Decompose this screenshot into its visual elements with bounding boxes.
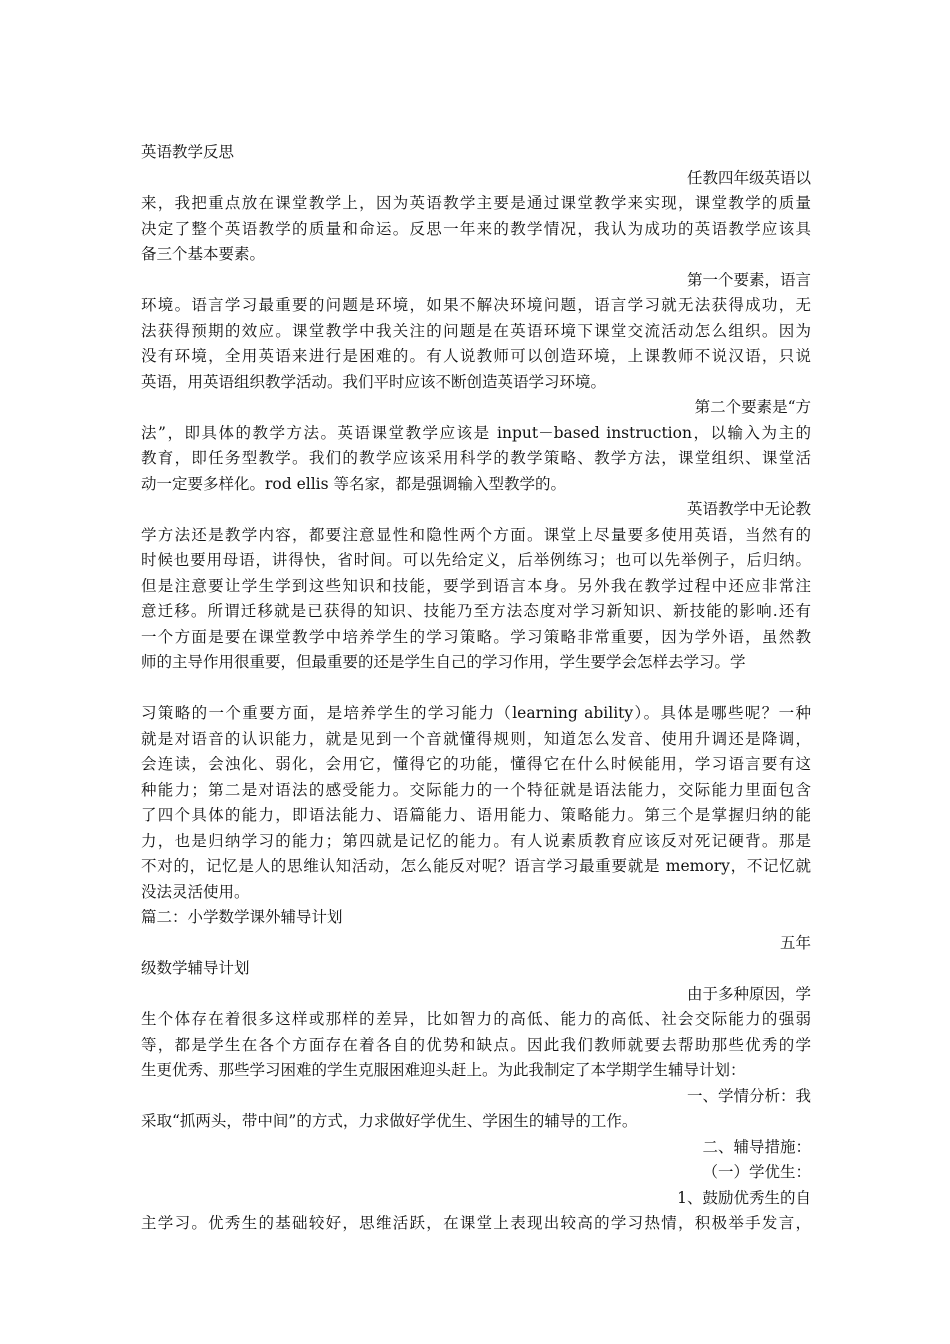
paragraph-line: 生个体存在着很多这样或那样的差异，比如智力的高低、能力的高低、社会交际能力的强弱 — [141, 1010, 811, 1028]
paragraph-line: 习策略的一个重要方面，是培养学生的学习能力（learning ability）。具体是哪些呢？一种 — [141, 704, 811, 722]
paragraph-line: 没有环境，全用英语来进行是困难的。有人说教师可以创造环境，上课教师不说汉语，只说 — [141, 347, 811, 365]
paragraph-line: 一、学情分析：我 — [686, 1086, 811, 1105]
paragraph-line: 不对的，记忆是人的思维认知活动，怎么能反对呢？语言学习最重要就是 memory，不记忆就 — [141, 857, 811, 875]
paragraph-line: 五年 — [779, 933, 811, 952]
paragraph-line: 决定了整个英语教学的质量和命运。反思一年来的教学情况，我认为成功的英语教学应该具 — [141, 219, 811, 238]
paragraph-line: 由于多种原因，学 — [686, 984, 811, 1003]
paragraph-line: 时候也要用母语，讲得快，省时间。可以先给定义，后举例练习；也可以先举例子，后归纳。 — [141, 551, 811, 569]
paragraph-line: 环境。语言学习最重要的问题是环境，如果不解决环境问题，语言学习就无法获得成功，无 — [141, 296, 811, 314]
paragraph-line: 但是注意要让学生学到这些知识和技能，要学到语言本身。另外我在教学过程中还应非常注 — [141, 576, 811, 595]
paragraph-line: 意迁移。所谓迁移就是已获得的知识、技能乃至方法态度对学习新知识、新技能的影响.还有 — [141, 602, 811, 620]
paragraph-line: 级数学辅导计划 — [141, 959, 250, 977]
paragraph-line: 了四个具体的能力，即语法能力、语篇能力、语用能力、策略能力。第三个是掌握归纳的能 — [141, 806, 811, 824]
paragraph-line: 来，我把重点放在课堂教学上，因为英语教学主要是通过课堂教学来实现，课堂教学的质量 — [141, 194, 811, 212]
paragraph-line: 力，也是归纳学习的能力；第四就是记忆的能力。有人说素质教育应该反对死记硬背。那是 — [141, 831, 811, 850]
paragraph-line: 法”，即具体的教学方法。英语课堂教学应该是 input－based instruction，以输入为主的 — [141, 423, 811, 442]
document-title: 英语教学反思 — [141, 143, 235, 161]
paragraph-line: 二、辅导措施： — [702, 1137, 811, 1156]
paragraph-line: 等，都是学生在各个方面存在着各自的优势和缺点。因此我们教师就要去帮助那些优秀的学 — [141, 1035, 811, 1054]
paragraph-line: 一个方面是要在课堂教学中培养学生的学习策略。学习策略非常重要，因为学外语，虽然教 — [141, 627, 811, 646]
paragraph-line: （一）学优生： — [702, 1163, 811, 1181]
paragraph-line: 英语教学中无论教 — [686, 500, 811, 518]
paragraph-line: 1、鼓励优秀生的自 — [677, 1188, 811, 1207]
paragraph-line: 种能力；第二是对语法的感受能力。交际能力的一个特征就是语法能力，交际能力里面包含 — [141, 780, 811, 799]
section-heading: 篇二：小学数学课外辅导计划 — [141, 908, 343, 926]
document-page — [141, 140, 811, 1237]
paragraph-line: 备三个基本要素。 — [141, 245, 266, 263]
paragraph-line: 动一定要多样化。rod ellis 等名家，都是强调输入型教学的。 — [141, 474, 567, 493]
paragraph-line: 就是对语音的认识能力，就是见到一个音就懂得规则，知道怎么发音、使用升调还是降调， — [141, 729, 811, 748]
paragraph-line: 主学习。优秀生的基础较好，思维活跃，在课堂上表现出较高的学习热情，积极举手发言， — [141, 1214, 811, 1232]
page-break-gap — [141, 676, 811, 702]
paragraph-line: 采取“抓两头，带中间”的方式，力求做好学优生、学困生的辅导的工作。 — [141, 1112, 638, 1130]
paragraph-line: 教育，即任务型教学。我们的教学应该采用科学的教学策略、教学方法，课堂组织、课堂活 — [141, 449, 811, 467]
paragraph-line: 第二个要素是“方 — [694, 398, 811, 416]
paragraph-line: 会连读，会浊化、弱化，会用它，懂得它的功能，懂得它在什么时候能用，学习语言要有这 — [141, 755, 811, 773]
paragraph-line: 学方法还是教学内容，都要注意显性和隐性两个方面。课堂上尽量要多使用英语，当然有的 — [141, 525, 811, 544]
paragraph-line: 生更优秀、那些学习困难的学生克服困难迎头赶上。为此我制定了本学期学生辅导计划： — [141, 1061, 746, 1079]
paragraph-line: 第一个要素，语言 — [686, 270, 811, 289]
paragraph-line: 法获得预期的效应。课堂教学中我关注的问题是在英语环境下课堂交流活动怎么组织。因为 — [141, 321, 811, 340]
paragraph-line: 任教四年级英语以 — [686, 168, 811, 187]
paragraph-line: 没法灵活使用。 — [141, 882, 250, 901]
paragraph-line: 师的主导作用很重要，但最重要的还是学生自己的学习作用，学生要学会怎样去学习。学 — [141, 653, 746, 671]
paragraph-line: 英语，用英语组织教学活动。我们平时应该不断创造英语学习环境。 — [141, 372, 607, 391]
